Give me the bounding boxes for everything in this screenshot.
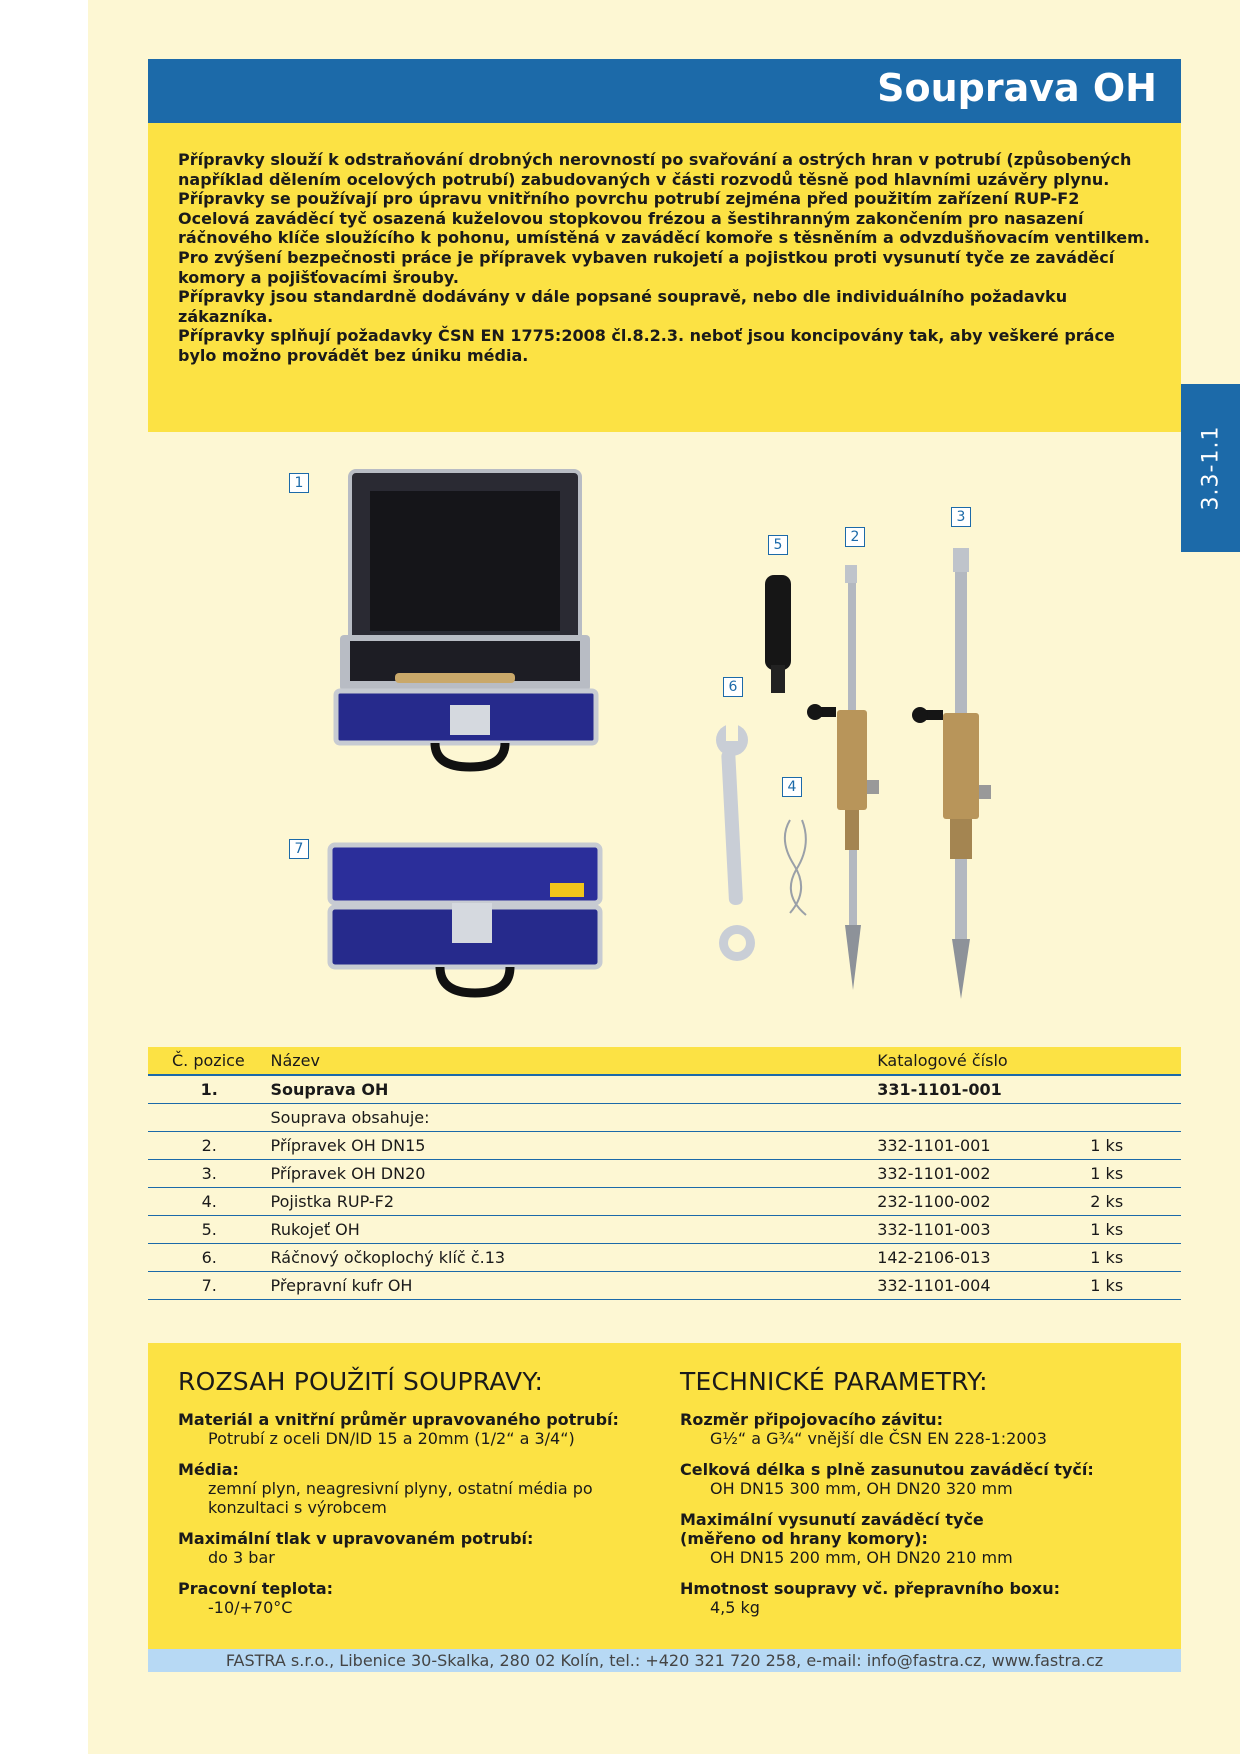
cell-catalog-number: 332-1101-004 <box>877 1272 1090 1300</box>
cell-catalog-number: 332-1101-001 <box>877 1132 1090 1160</box>
table-row <box>148 1075 1181 1104</box>
intro-paragraph: Přípravky splňují požadavky ČSN EN 1775:2008 čl.8.2.3. neboť jsou koncipovány tak, aby veškeré práce bylo možno provádět bez úniku média. <box>178 326 1115 365</box>
cell-position: 1. <box>148 1075 271 1104</box>
section-tab-label: 3.3-1.1 <box>1198 425 1223 511</box>
cell-name: Přípravek OH DN15 <box>271 1132 878 1160</box>
cell-name: Ráčnový očkoplochý klíč č.13 <box>271 1244 878 1272</box>
cell-position: 5. <box>148 1216 271 1244</box>
tech-label: Celková délka s plně zasunutou zaváděcí tyčí: <box>680 1460 1094 1479</box>
header-quantity <box>1090 1047 1181 1075</box>
tech-value: OH DN15 200 mm, OH DN20 210 mm <box>710 1548 1013 1567</box>
cell-quantity: 1 ks <box>1090 1272 1181 1300</box>
usage-value: Potrubí z oceli DN/ID 15 a 20mm (1/2“ a 3/4“) <box>208 1429 575 1448</box>
table-row <box>148 1272 1181 1300</box>
tech-heading: TECHNICKÉ PARAMETRY: <box>680 1367 988 1396</box>
intro-box <box>148 123 1181 432</box>
cell-position: 2. <box>148 1132 271 1160</box>
title-bar <box>148 59 1181 124</box>
header-position: Č. pozice <box>148 1047 271 1075</box>
usage-value: do 3 bar <box>208 1548 275 1567</box>
tech-label: Hmotnost soupravy vč. přepravního boxu: <box>680 1579 1061 1598</box>
page-margin <box>0 0 88 1754</box>
tool-dn20-image <box>912 548 991 999</box>
table-row <box>148 1244 1181 1272</box>
usage-value: -10/+70°C <box>208 1598 293 1617</box>
cell-name: Rukojeť OH <box>271 1216 878 1244</box>
cell-catalog-number <box>877 1104 1090 1132</box>
callout-7: 7 <box>289 839 309 859</box>
tech-label: Maximální vysunutí zaváděcí tyče (měřeno od hrany komory): <box>680 1510 984 1548</box>
callout-3: 3 <box>951 507 971 527</box>
cell-quantity: 1 ks <box>1090 1244 1181 1272</box>
callout-5: 5 <box>768 535 788 555</box>
closed-case-image <box>330 845 600 993</box>
product-illustration <box>260 455 1020 1010</box>
cell-position: 4. <box>148 1188 271 1216</box>
header-name: Název <box>271 1047 878 1075</box>
callout-6: 6 <box>723 677 743 697</box>
callout-4: 4 <box>782 777 802 797</box>
safety-pin-image <box>785 820 806 915</box>
parts-table <box>148 1047 1181 1300</box>
tech-value: OH DN15 300 mm, OH DN20 320 mm <box>710 1479 1013 1498</box>
cell-position: 7. <box>148 1272 271 1300</box>
intro-paragraph: Ocelová zaváděcí tyč osazená kuželovou stopkovou frézou a šestihranným zakončením pro nasazení ráčnového klíče sloužícího k pohonu, umístěná v zaváděcí komoře s těsněním a odvzdušňovacím ventilkem. <box>178 208 1150 248</box>
cell-catalog-number: 142-2106-013 <box>877 1244 1090 1272</box>
usage-label: Média: <box>178 1460 239 1479</box>
tech-value: G½“ a G¾“ vnější dle ČSN EN 228-1:2003 <box>710 1429 1047 1448</box>
tech-label: Rozměr připojovacího závitu: <box>680 1410 943 1429</box>
cell-quantity: 1 ks <box>1090 1160 1181 1188</box>
cell-catalog-number: 232-1100-002 <box>877 1188 1090 1216</box>
cell-quantity: 1 ks <box>1090 1216 1181 1244</box>
cell-catalog-number: 332-1101-002 <box>877 1160 1090 1188</box>
cell-quantity: 2 ks <box>1090 1188 1181 1216</box>
usage-heading: ROZSAH POUŽITÍ SOUPRAVY: <box>178 1367 544 1396</box>
cell-name: Souprava obsahuje: <box>271 1104 878 1132</box>
cell-position: 6. <box>148 1244 271 1272</box>
callout-1: 1 <box>289 473 309 493</box>
wrench-image <box>716 721 755 961</box>
cell-name: Přepravní kufr OH <box>271 1272 878 1300</box>
usage-label: Materiál a vnitřní průměr upravovaného potrubí: <box>178 1410 619 1429</box>
cell-quantity: 1 ks <box>1090 1132 1181 1160</box>
page-title: Souprava OH <box>877 66 1157 110</box>
handle-image <box>765 575 791 693</box>
header-catalog-number: Katalogové číslo <box>877 1047 1090 1075</box>
cell-quantity <box>1090 1075 1181 1104</box>
cell-position: 3. <box>148 1160 271 1188</box>
intro-paragraph: Pro zvýšení bezpečnosti práce je přípravek vybaven rukojetí a pojistkou proti vysunutí tyče ze zaváděcí komory a pojišťovacími šrouby. <box>178 247 1115 287</box>
cell-name: Přípravek OH DN20 <box>271 1160 878 1188</box>
cell-quantity <box>1090 1104 1181 1132</box>
cell-name: Pojistka RUP-F2 <box>271 1188 878 1216</box>
cell-catalog-number: 331-1101-001 <box>877 1075 1090 1104</box>
usage-value: zemní plyn, neagresivní plyny, ostatní média po konzultaci s výrobcem <box>208 1479 593 1517</box>
usage-label: Maximální tlak v upravovaném potrubí: <box>178 1529 534 1548</box>
cell-catalog-number: 332-1101-003 <box>877 1216 1090 1244</box>
section-tab <box>1181 384 1240 552</box>
tech-column <box>680 1367 1160 1629</box>
intro-paragraph: Přípravky se používají pro úpravu vnitřního povrchu potrubí zejména před použitím zařízení RUP-F2 <box>178 189 1080 209</box>
usage-column <box>178 1367 658 1629</box>
table-row <box>148 1160 1181 1188</box>
info-box <box>148 1343 1181 1655</box>
table-row <box>148 1216 1181 1244</box>
table-header-row <box>148 1047 1181 1075</box>
footer-contact: FASTRA s.r.o., Libenice 30-Skalka, 280 02 Kolín, tel.: +420 321 720 258, e-mail: info@fastra.cz, www.fastra.cz <box>148 1649 1181 1672</box>
cell-position <box>148 1104 271 1132</box>
tool-dn15-image <box>807 565 879 990</box>
cell-name: Souprava OH <box>271 1075 878 1104</box>
table-row <box>148 1188 1181 1216</box>
intro-paragraph: Přípravky slouží k odstraňování drobných nerovností po svařování a ostrých hran v potrubí (způsobených například dělením ocelových potrubí) zabudovaných v části rozvodů těsně pod hlavními uzávěry plynu. <box>178 150 1132 189</box>
product-photo <box>260 455 1020 1010</box>
open-case-image <box>336 471 596 767</box>
table-row <box>148 1104 1181 1132</box>
tech-value: 4,5 kg <box>710 1598 760 1617</box>
callout-2: 2 <box>845 527 865 547</box>
usage-label: Pracovní teplota: <box>178 1579 334 1598</box>
table-row <box>148 1132 1181 1160</box>
intro-paragraph: Přípravky jsou standardně dodávány v dále popsané soupravě, nebo dle individuálního požadavku zákazníka. <box>178 287 1068 326</box>
